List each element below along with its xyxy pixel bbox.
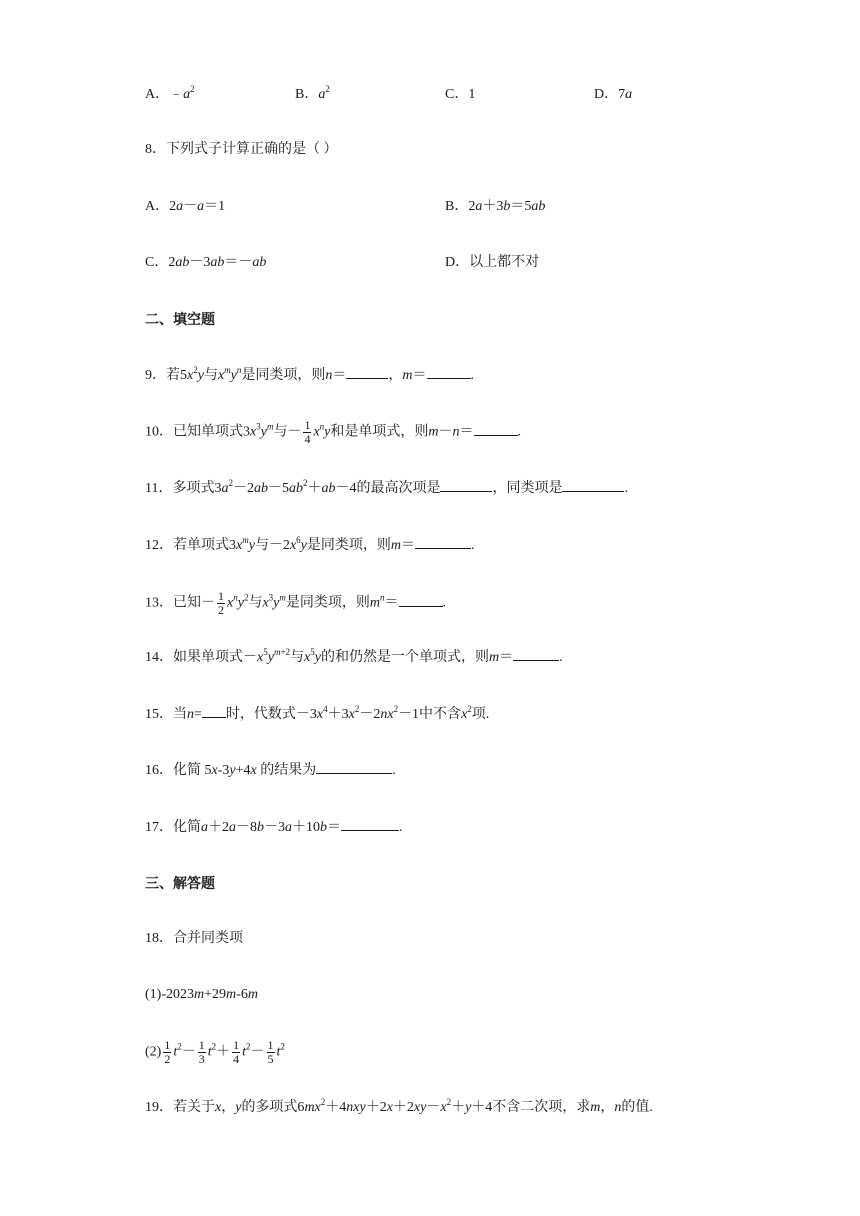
section-heading-solutions: 三、解答题: [145, 875, 215, 891]
q18-part1: (1)-2023m+29m-6m: [145, 987, 258, 1002]
q8-stem: 8．下列式子计算正确的是（ ）: [145, 142, 338, 157]
q15: 15．当n= 时，代数式$-3x^4+3x^2-2nx^2-1$中不含$x^2$项.: [145, 704, 490, 722]
q7-option-d: D．7a: [594, 87, 633, 102]
q17: 17．化简a＋2a－8b－3a＋10b＝ .: [145, 817, 403, 838]
q7-option-a: A．$﹣a^2$: [145, 84, 195, 102]
q16: 16．化简 5x-3y+4x 的结果为 .: [145, 760, 396, 781]
q9: 9．若$5x^2y$与$x^my^n$是同类项，则n＝ ，m＝ .: [145, 365, 474, 383]
q8-option-c: C．2ab－3ab＝－ab: [145, 255, 267, 270]
q7-option-c: C．1: [445, 87, 476, 102]
q8-option-d: D．以上都不对: [445, 255, 540, 270]
q8-option-b: B．2a＋3b＝5ab: [445, 199, 546, 214]
q10: 10．已知单项式$3x^3y^m$与－ $\frac{1}{4}$ $x^ny$和是单项式，则m－n＝ .: [145, 418, 521, 446]
q7-option-b: B．$a^2$: [295, 84, 330, 102]
q13: 13．已知－ $\frac{1}{2}$ $x^ny^2$与$x^3y^m$是同类项，则$m^n=$ .: [145, 589, 446, 617]
q12: 12．若单项式$3x^my$与$-2x^6y$是同类项，则m＝ .: [145, 535, 475, 553]
q19: 19．若关于x，y的多项式$6mx^2+4nxy+2x+2xy-x^2+y+4$不含二次项，求m，n的值.: [145, 1097, 653, 1115]
section-heading-fill-in: 二、填空题: [145, 311, 215, 327]
q18-part2: (2) $\frac{1}{2}$ $t^2-$ $\frac{1}{3}$ $t^2+$ $\frac{1}{4}$ $t^2-$ $\frac{1}{5}$ $t^2$: [145, 1038, 285, 1066]
q11: 11．多项式$3a^2-2ab-5ab^2+ab-4$的最高次项是 ，同类项是 .: [145, 478, 628, 496]
q14: 14．如果单项式$-x^5y^{m+2}$与$x^5y$的和仍然是一个单项式，则m＝ .: [145, 647, 563, 665]
q18-stem: 18．合并同类项: [145, 931, 243, 946]
q8-option-a: A．2a－a＝1: [145, 199, 226, 214]
